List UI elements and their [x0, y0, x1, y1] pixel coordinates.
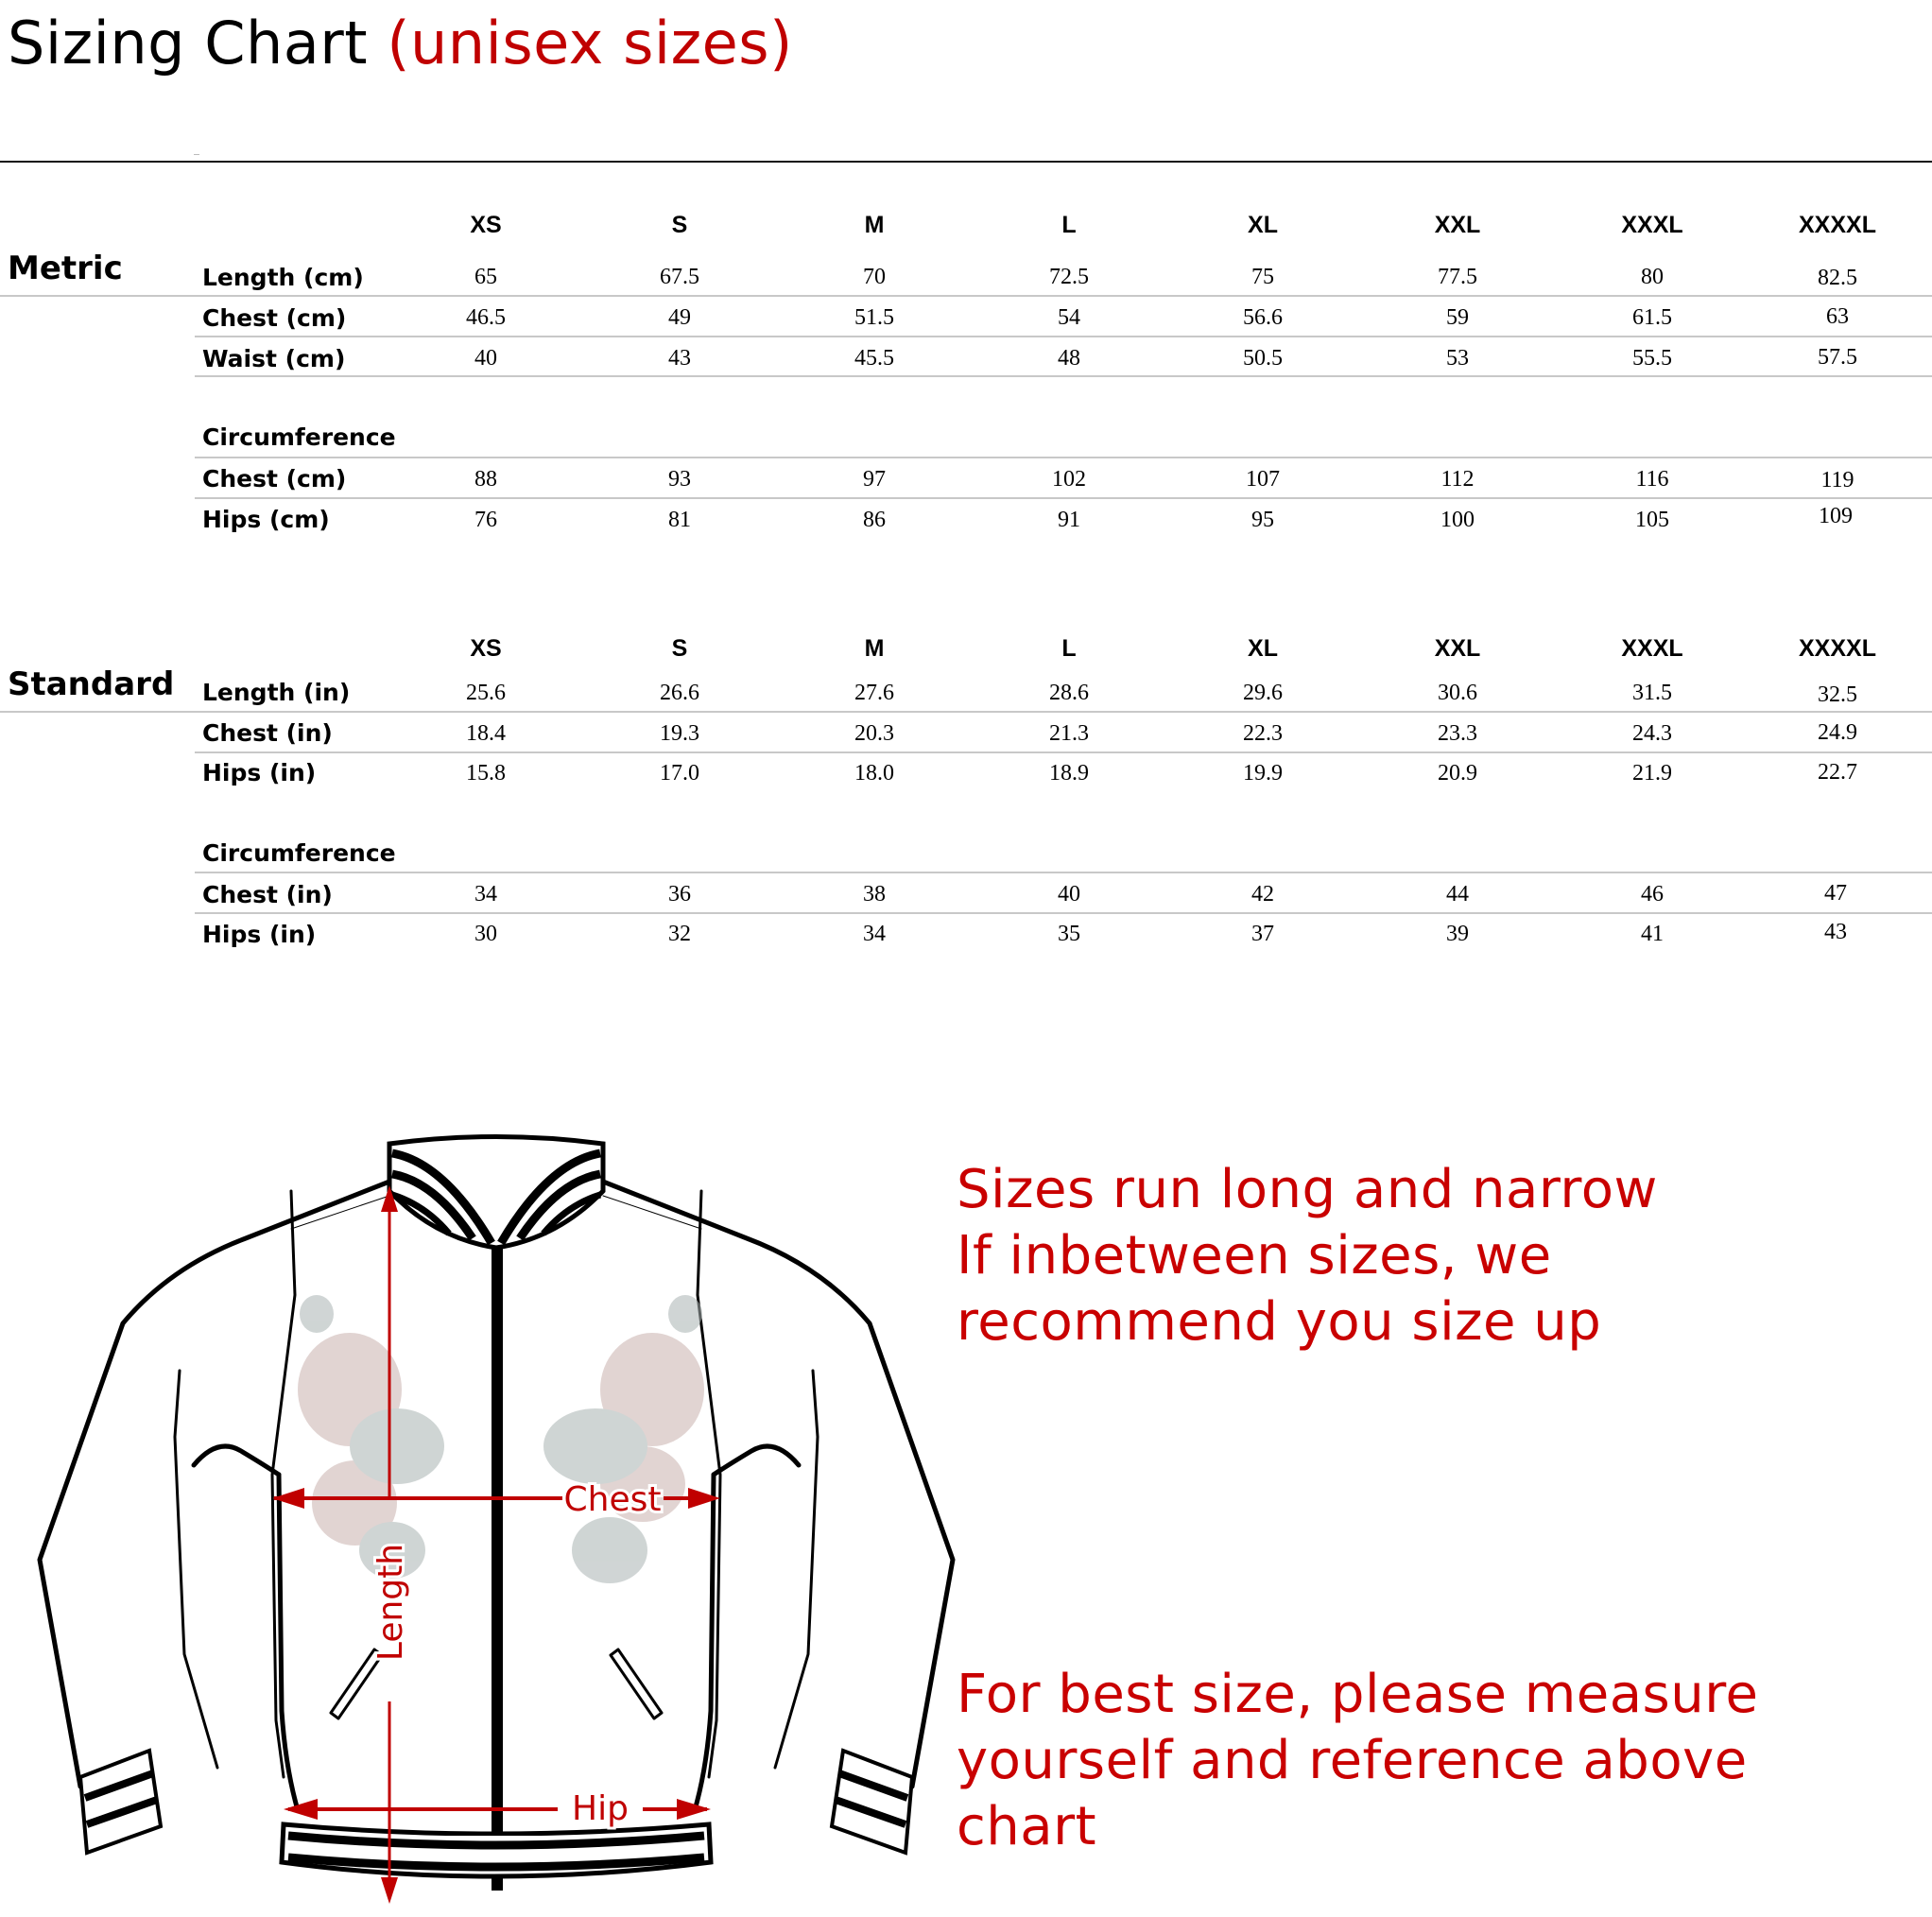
size-header-xxxl: XXXL: [1621, 212, 1683, 238]
cell: 34: [474, 882, 497, 907]
cell: 119: [1820, 468, 1854, 492]
cell: 22.7: [1818, 760, 1857, 785]
title-main: Sizing Chart: [8, 9, 369, 78]
cell: 19.3: [660, 721, 699, 746]
fit-note-line-2: If inbetween sizes, we: [957, 1225, 1552, 1287]
cell: 43: [668, 346, 691, 371]
cell: 95: [1251, 508, 1274, 532]
cell: 24.9: [1818, 720, 1857, 745]
measure-note-line-3: chart: [957, 1796, 1097, 1857]
size-header-m: M: [864, 635, 885, 662]
left-cuff: [80, 1751, 161, 1853]
cell: 35: [1058, 922, 1080, 946]
cell: 29.6: [1243, 681, 1283, 705]
cell: 54: [1058, 305, 1080, 330]
size-header-s: S: [671, 212, 688, 238]
measure-note-line-1: For best size, please measure: [957, 1664, 1759, 1725]
cell: 80: [1641, 265, 1664, 289]
cell: 27.6: [854, 681, 894, 705]
cell: 40: [474, 346, 497, 371]
standard-section-label: Standard: [8, 665, 175, 703]
cell: 49: [668, 305, 691, 330]
cell: 47: [1824, 881, 1847, 906]
circumference-heading: Circumference: [202, 839, 396, 867]
row-label-circ-chest: Chest (in): [202, 881, 333, 908]
page-title: [8, 6, 793, 81]
cell: 28.6: [1049, 681, 1089, 705]
row-label-chest: Chest (cm): [202, 304, 347, 332]
row-label-length: Length (cm): [202, 264, 364, 291]
title-divider: [0, 161, 1932, 163]
row-divider: [195, 336, 1932, 337]
row-label-circ-hips: Hips (in): [202, 921, 317, 948]
row-label-length: Length (in): [202, 679, 351, 706]
cell: 53: [1446, 346, 1469, 371]
metric-section-label: Metric: [8, 250, 123, 287]
cell: 86: [863, 508, 886, 532]
measure-note-line-2: yourself and reference above: [957, 1730, 1748, 1791]
cell: 45.5: [854, 346, 894, 371]
cell: 67.5: [660, 265, 699, 289]
cell: 41: [1641, 922, 1664, 946]
cell: 88: [474, 467, 497, 492]
length-label: Length: [371, 1543, 410, 1662]
cell: 112: [1440, 467, 1475, 492]
cell: 82.5: [1818, 266, 1857, 290]
cell: 81: [668, 508, 691, 532]
size-header-xxl: XXL: [1434, 212, 1481, 238]
size-header-xxxxl: XXXXL: [1799, 212, 1876, 238]
row-divider: [0, 711, 1932, 713]
row-divider: [195, 751, 1932, 753]
cell: 76: [474, 508, 497, 532]
cell: 56.6: [1243, 305, 1283, 330]
cell: 44: [1446, 882, 1469, 907]
cell: 50.5: [1243, 346, 1283, 371]
cell: 46.5: [466, 305, 506, 330]
chest-label: Chest: [563, 1480, 662, 1519]
cell: 97: [863, 467, 886, 492]
cell: 37: [1251, 922, 1274, 946]
right-cuff: [832, 1751, 912, 1853]
row-label-waist: Waist (cm): [202, 345, 346, 372]
title-accent: (unisex sizes): [387, 9, 793, 78]
cell: 48: [1058, 346, 1080, 371]
cell: 32.5: [1818, 682, 1857, 707]
cell: 39: [1446, 922, 1469, 946]
cell: 77.5: [1438, 265, 1477, 289]
cell: 31.5: [1632, 681, 1672, 705]
cell: 19.9: [1243, 761, 1283, 786]
size-header-xxxl: XXXL: [1621, 635, 1683, 662]
jacket-measurement-diagram: [28, 1125, 964, 1909]
cell: 63: [1826, 304, 1849, 329]
cell: 51.5: [854, 305, 894, 330]
size-header-xxxxl: XXXXL: [1799, 635, 1876, 662]
circumference-heading: Circumference: [202, 423, 396, 451]
cell: 21.3: [1049, 721, 1089, 746]
cell: 32: [668, 922, 691, 946]
row-divider: [195, 497, 1932, 499]
row-label-hips: Hips (in): [202, 759, 317, 786]
cell: 57.5: [1818, 345, 1857, 370]
row-divider: [195, 375, 1932, 377]
cell: 109: [1819, 504, 1853, 528]
cell: 93: [668, 467, 691, 492]
cell: 17.0: [660, 761, 699, 786]
cell: 100: [1440, 508, 1475, 532]
cell: 102: [1052, 467, 1086, 492]
cell: 18.4: [466, 721, 506, 746]
cell: 42: [1251, 882, 1274, 907]
cell: 105: [1635, 508, 1669, 532]
cell: 26.6: [660, 681, 699, 705]
cell: 30: [474, 922, 497, 946]
cell: 61.5: [1632, 305, 1672, 330]
cell: 38: [863, 882, 886, 907]
hip-label: Hip: [572, 1789, 629, 1828]
cell: 70: [863, 265, 886, 289]
cell: 15.8: [466, 761, 506, 786]
size-header-l: L: [1061, 635, 1077, 662]
cell: 22.3: [1243, 721, 1283, 746]
row-label-circ-hips: Hips (cm): [202, 506, 330, 533]
cell: 59: [1446, 305, 1469, 330]
cell: 20.9: [1438, 761, 1477, 786]
size-header-xxl: XXL: [1434, 635, 1481, 662]
fit-note-line-1: Sizes run long and narrow: [957, 1159, 1658, 1220]
row-label-circ-chest: Chest (cm): [202, 465, 347, 492]
size-header-l: L: [1061, 212, 1077, 238]
collar: [389, 1137, 603, 1249]
cell: 91: [1058, 508, 1080, 532]
title-tick-mark: [194, 154, 199, 155]
cell: 46: [1641, 882, 1664, 907]
cell: 34: [863, 922, 886, 946]
cell: 18.0: [854, 761, 894, 786]
size-header-xl: XL: [1248, 212, 1278, 238]
cell: 40: [1058, 882, 1080, 907]
row-divider: [195, 457, 1932, 458]
cell: 72.5: [1049, 265, 1089, 289]
fit-note-line-3: recommend you size up: [957, 1291, 1602, 1353]
cell: 36: [668, 882, 691, 907]
cell: 43: [1824, 920, 1847, 944]
row-divider: [0, 295, 1932, 297]
row-divider: [195, 872, 1932, 873]
cell: 23.3: [1438, 721, 1477, 746]
cell: 25.6: [466, 681, 506, 705]
size-header-s: S: [671, 635, 688, 662]
cell: 116: [1635, 467, 1669, 492]
zipper: [492, 1248, 503, 1891]
cell: 18.9: [1049, 761, 1089, 786]
cell: 30.6: [1438, 681, 1477, 705]
size-header-xs: XS: [470, 212, 502, 238]
cell: 24.3: [1632, 721, 1672, 746]
size-header-xs: XS: [470, 635, 502, 662]
cell: 65: [474, 265, 497, 289]
cell: 75: [1251, 265, 1274, 289]
cell: 55.5: [1632, 346, 1672, 371]
cell: 20.3: [854, 721, 894, 746]
waistband: [282, 1824, 711, 1876]
cell: 107: [1246, 467, 1280, 492]
size-header-m: M: [864, 212, 885, 238]
row-label-chest: Chest (in): [202, 719, 333, 747]
row-divider: [195, 912, 1932, 914]
size-header-xl: XL: [1248, 635, 1278, 662]
cell: 21.9: [1632, 761, 1672, 786]
